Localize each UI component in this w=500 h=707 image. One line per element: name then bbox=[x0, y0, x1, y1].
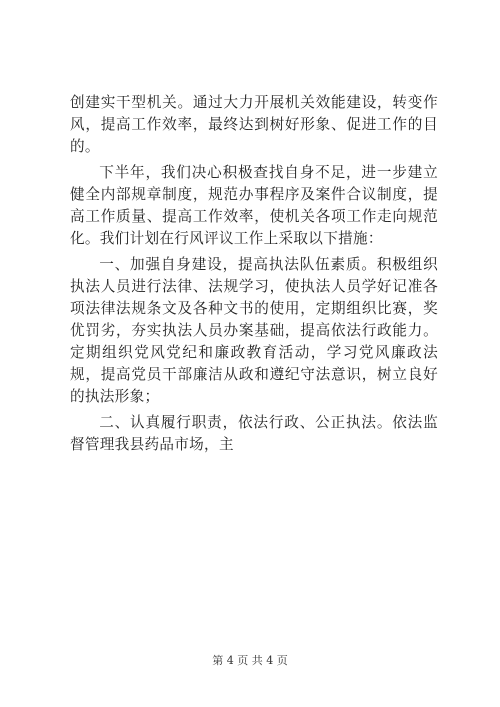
paragraph-3: 一、加强自身建设，提高执法队伍素质。积极组织执法人员进行法律、法规学习，使执法人员学好记准各项法律法规条文及各种文书的使用，定期组织比赛，奖优罚劣，夯实执法人员办案基础，提高依法行政能力。定期组织党风党纪和廉政教育活动，学习党风廉政法规，提高党员干部廉洁从政和遵纪守法意识，树立良好的执法形象； bbox=[70, 256, 438, 405]
document-body bbox=[70, 92, 438, 460]
paragraph-1: 创建实干型机关。通过大力开展机关效能建设，转变作风，提高工作效率，最终达到树好形象、促进工作的目的。 bbox=[70, 94, 438, 155]
paragraph-4: 二、认真履行职责，依法行政、公正执法。依法监督管理我县药品市场，主 bbox=[70, 414, 438, 453]
page-footer: 第 4 页 共 4 页 bbox=[212, 654, 288, 667]
paragraph-2: 下半年，我们决心积极查找自身不足，进一步建立健全内部规章制度，规范办事程序及案件合议制度，提高工作质量、提高工作效率，使机关各项工作走向规范化。我们计划在行风评议工作上采取以下措施： bbox=[70, 164, 438, 247]
